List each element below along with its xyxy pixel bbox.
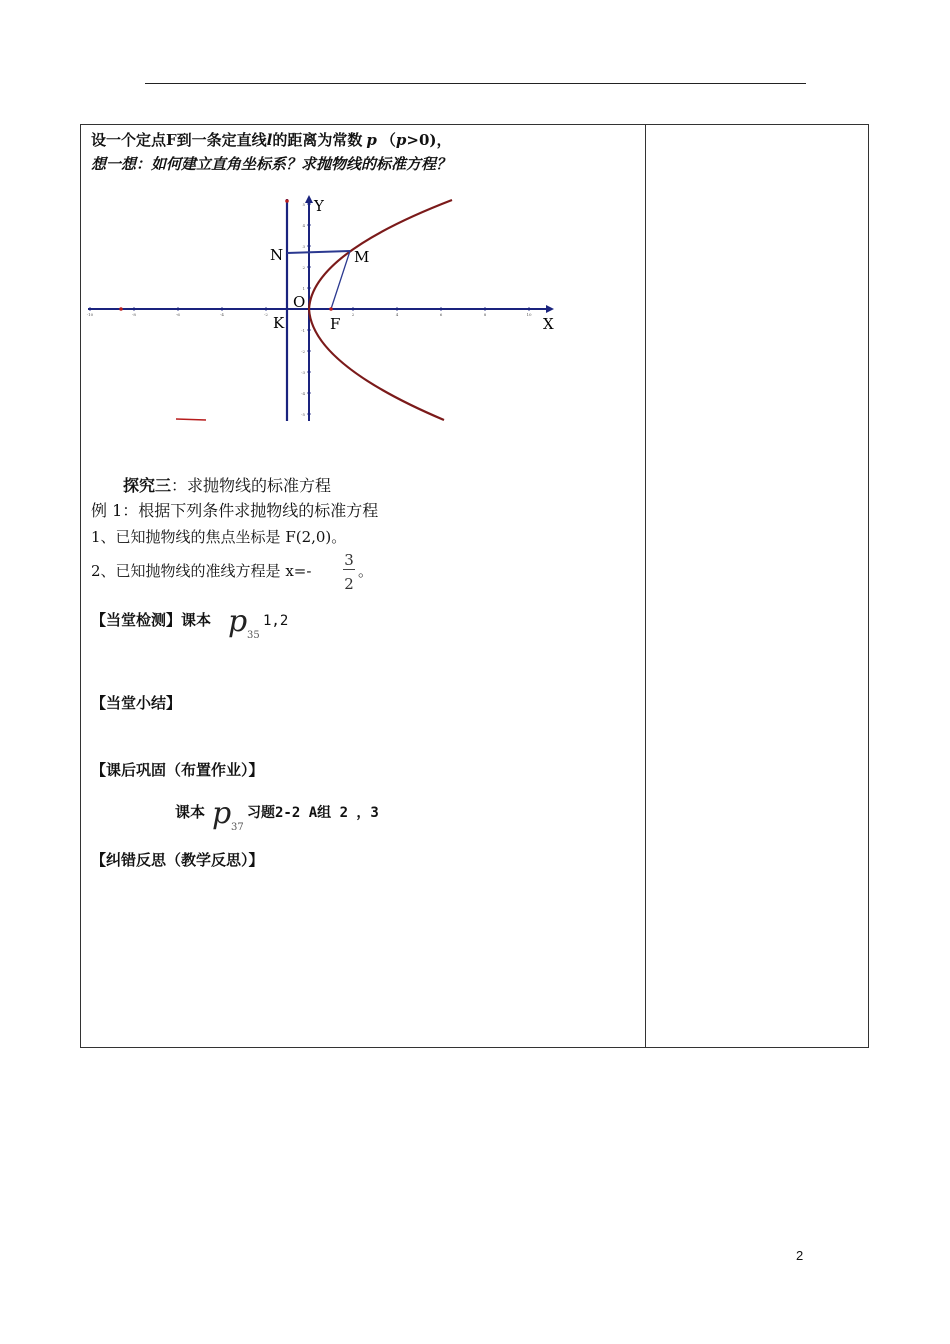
x-tick-label: -4	[220, 312, 224, 317]
x-tick-label: 4	[395, 312, 399, 317]
intro-paren: （	[380, 131, 396, 149]
example-title: 例 1：根据下列条件求抛物线的标准方程	[91, 501, 379, 520]
reflection-label: 【纠错反思（教学反思）】	[91, 851, 264, 869]
y-tick-label: 3	[302, 244, 305, 249]
check-p-subscript: 35	[247, 630, 260, 641]
y-tick-label: -5	[301, 412, 305, 417]
label-o: O	[293, 293, 306, 311]
intro-text-b: 的距离为常数	[272, 131, 363, 149]
explore-title	[123, 477, 331, 495]
table-column-divider	[645, 124, 646, 1048]
y-tick-label: -3	[301, 370, 305, 375]
fraction-bar	[343, 569, 355, 570]
x-axis-arrow	[546, 305, 554, 313]
y-tick-label: 5	[302, 202, 305, 207]
x-tick-label: -10	[86, 312, 94, 317]
example-item-1: 1、已知抛物线的焦点坐标是 F(2,0)。	[91, 528, 347, 546]
x-tick-label: 8	[483, 312, 487, 317]
label-m: M	[354, 248, 370, 266]
explore-title-rest: ：求抛物线的标准方程	[171, 476, 332, 495]
point-left-marker	[119, 307, 123, 311]
homework-exercise: 习题2-2 A组 2 ，3	[247, 805, 379, 821]
y-tick-label: -2	[301, 349, 305, 354]
check-numbers: 1,2	[263, 613, 289, 629]
check-p-symbol: p	[228, 604, 248, 639]
intro-p-symbol: p	[366, 131, 377, 149]
parabola-figure	[88, 195, 558, 423]
segment-nm	[287, 251, 350, 253]
check-label: 【当堂检测】课本	[91, 611, 212, 629]
y-tick-label: -4	[301, 391, 305, 396]
fraction-denominator: 2	[344, 575, 354, 593]
label-n: N	[270, 246, 284, 264]
intro-line-symbol: l	[266, 131, 273, 149]
label-f: F	[330, 315, 341, 333]
example-item-2: 2、已知抛物线的准线方程是 x=-	[91, 562, 312, 580]
intro-condition: >0)，	[406, 131, 452, 149]
x-tick-label: 2	[351, 312, 355, 317]
x-tick-label: -8	[132, 312, 136, 317]
y-tick-label: 1	[302, 286, 305, 291]
example-item-2-end: 。	[358, 562, 374, 580]
intro-text-a: 设一个定点F到一条定直线	[91, 131, 267, 149]
label-k: K	[273, 314, 285, 332]
x-tick-label: -2	[264, 312, 268, 317]
page-number: 2	[796, 1248, 804, 1263]
homework-p-subscript: 37	[231, 822, 244, 833]
fraction-numerator: 3	[344, 551, 354, 569]
summary-label: 【当堂小结】	[91, 694, 182, 712]
explore-title-bold: 探究三	[123, 476, 172, 495]
y-tick-label: 2	[302, 265, 305, 270]
point-f	[329, 307, 333, 311]
label-y: Y	[314, 197, 324, 215]
directrix-top-point	[285, 199, 289, 203]
homework-prefix: 课本	[175, 803, 206, 821]
intro-line-1	[91, 131, 452, 149]
x-tick-label: 6	[439, 312, 443, 317]
header-rule	[145, 83, 806, 84]
y-tick-label: 4	[302, 223, 305, 228]
x-tick-label: 10	[526, 312, 532, 317]
intro-p-symbol-2: p	[395, 131, 407, 149]
homework-label: 【课后巩固（布置作业）】	[91, 761, 264, 779]
intro-line-2: 想一想：如何建立直角坐标系？求抛物线的标准方程？	[91, 155, 452, 173]
y-tick-label: -1	[301, 328, 305, 333]
small-red-mark	[176, 419, 206, 420]
x-tick-label: -6	[176, 312, 180, 317]
homework-p-symbol: p	[212, 796, 232, 831]
label-x: X	[543, 315, 554, 333]
y-axis-arrow	[305, 195, 313, 203]
